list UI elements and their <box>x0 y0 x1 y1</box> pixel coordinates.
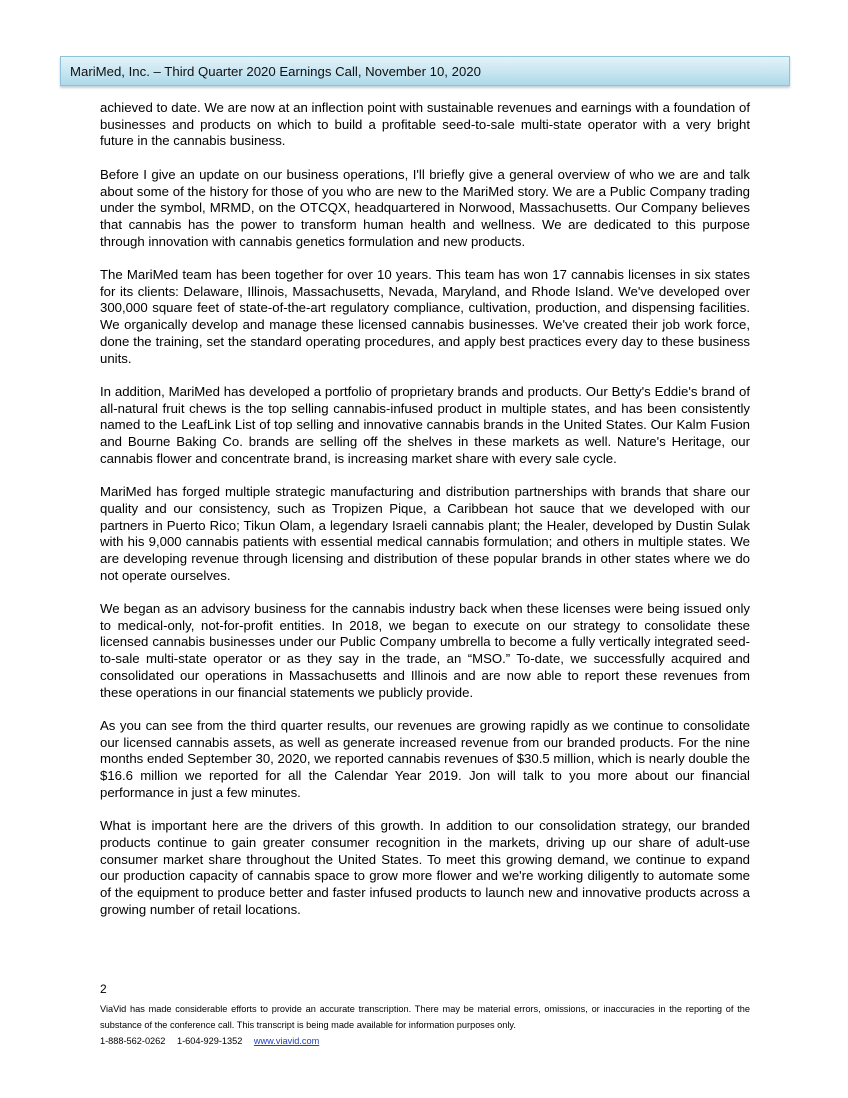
paragraph-2: Before I give an update on our business operations, I'll briefly give a general overview of who we are and talk about some of the history for those of you who are new to the MariMed story. We are a Public Company trading under the symbol, MRMD, on the OTCQX, headquartered in Norwood, Massachusetts. Our Company believes that cannabis has the power to transform human health and wellness. We are dedicated to this purpose through innovation with cannabis genetics formulation and new products. <box>100 166 750 249</box>
paragraph-3: The MariMed team has been together for over 10 years. This team has won 17 cannabis licenses in six states for its clients: Delaware, Illinois, Massachusetts, Nevada, Maryland, and Rhode Island. We've developed over 300,000 square feet of state-of-the-art regulatory compliance, cultivation, production, and dispensing facilities. We organically develop and manage these licensed cannabis businesses. We've created their job work force, done the training, set the standard operating procedures, and apply best practices every day to these business units. <box>100 267 750 366</box>
paragraph-1: achieved to date. We are now at an inflection point with sustainable revenues and earnings with a foundation of businesses and products on which to build a profitable seed-to-sale multi-state operator with a very bright future in the cannabis business. <box>100 100 750 149</box>
phone-number-1: 1-888-562-0262 <box>100 1036 166 1046</box>
paragraph-8: What is important here are the drivers of this growth. In addition to our consolidation strategy, our branded products continue to gain greater consumer recognition in the markets, driving up our share of adult-use consumer market share throughout the United States. To meet this growing demand, we continue to expand our production capacity of cannabis space to grow more flower and we're working diligently to automate some of the equipment to produce better and faster infused products to launch new and innovative products across a growing number of retail locations. <box>100 818 750 917</box>
paragraph-5: MariMed has forged multiple strategic manufacturing and distribution partnerships with brands that share our quality and our consistency, such as Tropizen Pique, a Caribbean hot sauce that we developed with our partners in Puerto Rico; Tikun Olam, a legendary Israeli cannabis plant; the Healer, developed by Dustin Sulak with his 9,000 cannabis patients with essential medical cannabis formulation; and others in multiple states. We are developing revenue through licensing and distribution of these popular brands in other states where we do not operate ourselves. <box>100 484 750 583</box>
header-bar <box>60 56 790 86</box>
page-number: 2 <box>100 982 107 996</box>
paragraph-4: In addition, MariMed has developed a portfolio of proprietary brands and products. Our Betty's Eddie's brand of all-natural fruit chews is the top selling cannabis-infused product in multiple states, and has been consistently named to the LeafLink List of top selling and innovative cannabis brands in the United States. Our Kalm Fusion and Bourne Baking Co. brands are selling off the shelves in these markets as well. Nature's Heritage, our cannabis flower and concentrate brand, is increasing market share with every sale cycle. <box>100 383 750 466</box>
footer-disclaimer: ViaVid has made considerable efforts to provide an accurate transcription. There may be material errors, omissions, or inaccuracies in the reporting of the substance of the conference call. This transcript is being made available for information purposes only. <box>100 1004 750 1030</box>
document-title: MariMed, Inc. – Third Quarter 2020 Earnings Call, November 10, 2020 <box>70 64 481 79</box>
footer-contact <box>100 1034 319 1048</box>
phone-number-2: 1-604-929-1352 <box>176 1036 243 1046</box>
transcript-body <box>100 100 750 935</box>
paragraph-6: We began as an advisory business for the cannabis industry back when these licenses were being issued only to medical-only, not-for-profit entities. In 2018, we began to execute on our strategy to consolidate these licensed cannabis businesses under our Public Company umbrella to become a fully vertically integrated seed-to-sale multi-state operator or as they say in the trade, an “MSO.” To-date, we successfully acquired and consolidated our operations in Massachusetts and Illinois and are now able to report these revenues from these operations in our financial statements we publicly provide. <box>100 601 750 700</box>
website-link[interactable]: www.viavid.com <box>253 1036 320 1046</box>
paragraph-7: As you can see from the third quarter results, our revenues are growing rapidly as we continue to consolidate our licensed cannabis assets, as well as generate increased revenue from our branded products. For the nine months ended September 30, 2020, we reported cannabis revenues of $30.5 million, which is nearly double the $16.6 million we reported for all the Calendar Year 2019. Jon will talk to you more about our financial performance in just a few minutes. <box>100 717 750 800</box>
